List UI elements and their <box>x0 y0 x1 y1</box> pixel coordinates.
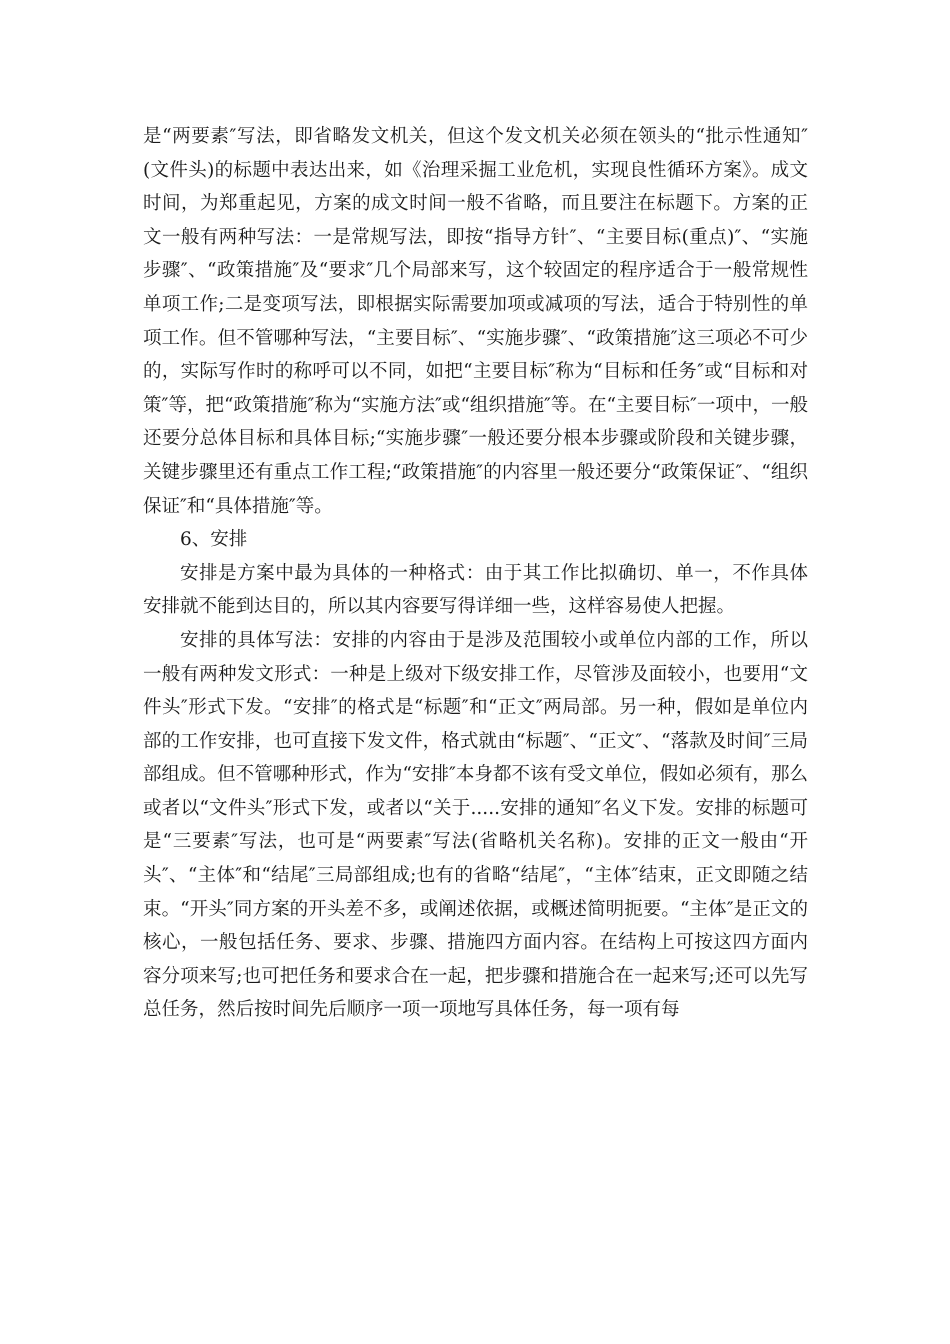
paragraph-plan-writing: 是“两要素″写法，即省略发文机关，但这个发文机关必须在领头的“批示性通知″(文件头)的标题中表达出来，如《治理采掘工业危机，实现良性循环方案》。成文时间，为郑重起见，方案的成文时间一般不省略，而且要注在标题下。方案的正文一般有两种写法：一是常规写法，即按“指导方针″、“主要目标(重点)″、“实施步骤″、“政策措施″及“要求″几个局部来写，这个较固定的程序适合于一般常规性单项工作;二是变项写法，即根据实际需要加项或减项的写法，适合于特别性的单项工作。但不管哪种写法，“主要目标″、“实施步骤″、“政策措施″这三项必不可少的，实际写作时的称呼可以不同，如把“主要目标″称为“目标和任务″或“目标和对策″等，把“政策措施″称为“实施方法″或“组织措施″等。在“主要目标″一项中，一般还要分总体目标和具体目标;“实施步骤″一般还要分根本步骤或阶段和关键步骤，关键步骤里还有重点工作工程;“政策措施″的内容里一般还要分“政策保证″、“组织保证″和“具体措施″等。 <box>143 126 808 517</box>
paragraph-arrangement-definition: 安排是方案中最为具体的一种格式：由于其工作比拟确切、单一，不作具体安排就不能到达目的，所以其内容要写得详细一些，这样容易使人把握。 <box>143 562 808 618</box>
paragraph-arrangement-method: 安排的具体写法：安排的内容由于是涉及范围较小或单位内部的工作，所以一般有两种发文形式：一种是上级对下级安排工作，尽管涉及面较小，也要用“文件头″形式下发。“安排″的格式是“标题″和“正文″两局部。另一种，假如是单位内部的工作安排，也可直接下发文件，格式就由“标题″、“正文″、“落款及时间″三局部组成。但不管哪种形式，作为“安排″本身都不该有受文单位，假如必须有，那么或者以“文件头″形式下发，或者以“关于.....安排的通知″名义下发。安排的标题可是“三要素″写法，也可是“两要素″写法(省略机关名称)。安排的正文一般由“开头″、“主体″和“结尾″三局部组成;也有的省略“结尾″，“主体″结束，正文即随之结束。“开头″同方案的开头差不多，或阐述依据，或概述简明扼要。“主体″是正文的核心，一般包括任务、要求、步骤、措施四方面内容。在结构上可按这四方面内容分项来写;也可把任务和要求合在一起，把步骤和措施合在一起来写;还可以先写总任务，然后按时间先后顺序一项一项地写具体任务，每一项有每 <box>143 629 808 1021</box>
document-body <box>143 120 808 1027</box>
section-heading-arrangement: 6、安排 <box>180 529 248 551</box>
